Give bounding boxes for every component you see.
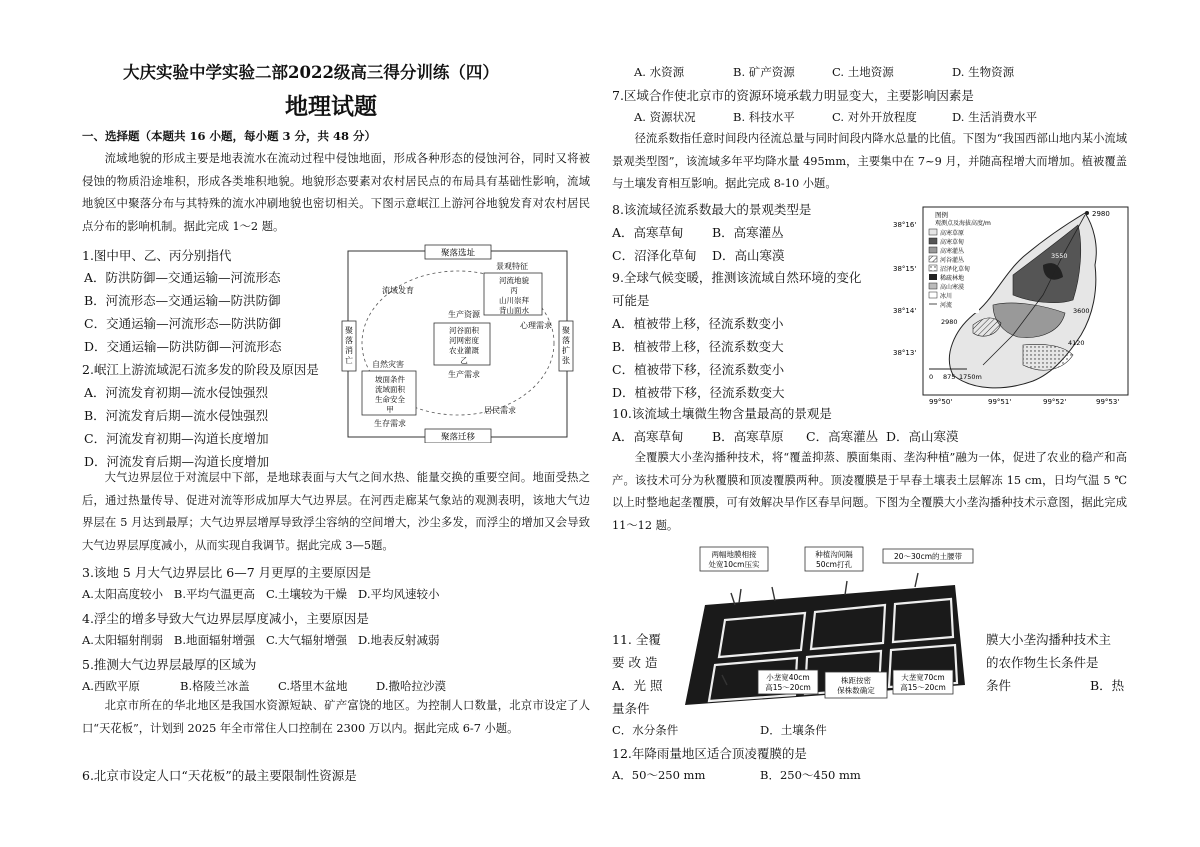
q10-option-d[interactable]: D．高山寒漠 — [886, 429, 959, 444]
disaster-item: 生命安全 — [375, 395, 405, 404]
q1-option-b[interactable]: B．河流形态—交通运输—防洪防御 — [84, 293, 281, 308]
q11-option-b[interactable]: B．热 — [1090, 678, 1125, 693]
q6-option-c[interactable]: C. 土地资源 — [832, 65, 894, 79]
exam-school-title: 大庆实验中学实验二部2022级高三得分训练（四） — [123, 63, 499, 82]
disaster-item: 甲 — [386, 405, 394, 414]
legend-item: 河流 — [940, 302, 953, 309]
diagram-label-top: 聚落选址 — [440, 248, 476, 259]
diagram-label-left: 聚落消亡 — [345, 326, 353, 365]
lon-label: 99°53' — [1096, 398, 1120, 405]
q10-option-a[interactable]: A．高寒草甸 — [612, 429, 684, 444]
q9-option-c[interactable]: C．植被带下移，径流系数变小 — [612, 362, 785, 377]
q5-option-a[interactable]: A.西欧平原 — [82, 679, 140, 693]
q2-option-b[interactable]: B．河流发育后期—流水侵蚀强烈 — [84, 408, 269, 423]
q4-stem: 4.浮尘的增多导致大气边界层厚度减小，主要原因是 — [82, 611, 369, 626]
q2-stem: 2.岷江上游流域泥石流多发的阶段及原因是 — [82, 362, 319, 377]
large-ridge-label: 高15～20cm — [900, 683, 946, 692]
elevation-label: 2980 — [941, 318, 958, 326]
q8-option-b[interactable]: B．高寒灌丛 — [712, 225, 784, 240]
exam-subject-title: 地理试题 — [285, 93, 377, 120]
prod-need-label: 生产需求 — [448, 370, 480, 379]
watershed-landscape-map — [893, 205, 1133, 405]
q5-option-d[interactable]: D.撒哈拉沙漠 — [376, 679, 446, 693]
q11-option-c[interactable]: C．水分条件 — [612, 723, 679, 737]
spacing-label: 株距按密 — [841, 676, 871, 685]
passage-4: 径流系数指任意时间段内径流总量与同时间段内降水总量的比值。下图为“我国西部山地内某小流域景观类型图”，该流域多年平均降水量 495mm，主要集中在 7~9 月，并随高程增大而增加。植被覆盖与土壤发育相互影响。据此完成 8-10 小题。 — [612, 132, 1127, 190]
q8-option-d[interactable]: D．高山寒漠 — [712, 248, 785, 263]
q11-option-b-cont[interactable]: 量条件 — [612, 701, 650, 716]
landscape-item: 山川崇拜 — [499, 296, 529, 305]
q12-option-b[interactable]: B．250～450 mm — [760, 768, 861, 782]
q2-option-c[interactable]: C．河流发育初期—沟道长度增加 — [84, 431, 269, 446]
legend-item: 高寒灌丛 — [940, 248, 965, 255]
q12-stem: 12.年降雨量地区适合顶凌覆膜的是 — [612, 746, 807, 761]
map-legend-title: 图例 — [935, 211, 948, 219]
legend-item: 河谷灌丛 — [940, 257, 965, 264]
map-legend-subtitle: 观测点及海拔高度/m — [935, 220, 991, 227]
q3-options[interactable]: A.太阳高度较小 B.平均气温更高 C.土壤较为干燥 D.平均风速较小 — [82, 587, 440, 601]
q9-option-b[interactable]: B．植被带上移，径流系数变大 — [612, 339, 784, 354]
q1-option-c[interactable]: C．交通运输—河流形态—防洪防御 — [84, 316, 282, 331]
q7-option-a[interactable]: A. 资源状况 — [634, 110, 696, 124]
lon-label: 99°51' — [988, 398, 1012, 405]
lon-label: 99°50' — [929, 398, 953, 405]
legend-item: 高寒草甸 — [940, 239, 965, 246]
legend-item: 高山寒漠 — [940, 284, 965, 291]
legend-item: 稀疏林地 — [940, 275, 965, 282]
scale-label: 875 — [943, 373, 956, 381]
q10-option-c[interactable]: C．高寒灌丛 — [806, 429, 879, 444]
section-heading: 一、选择题（本题共 16 小题，每小题 3 分，共 48 分） — [82, 129, 377, 143]
q11-stem-right: 膜大小垄沟播种技术主 — [986, 632, 1112, 647]
q11-stem-left: 11. 全覆 — [612, 632, 661, 647]
elevation-label: 3550 — [1051, 252, 1068, 260]
q1-option-a[interactable]: A．防洪防御—交通运输—河流形态 — [84, 270, 281, 285]
q11-option-a[interactable]: A．光 照 — [612, 678, 663, 693]
q6-option-b[interactable]: B. 矿产资源 — [733, 65, 795, 79]
q10-option-b[interactable]: B．高寒草原 — [712, 429, 784, 444]
q7-option-d[interactable]: D. 生活消费水平 — [952, 110, 1038, 124]
soil-belt-label: 20～30cm的土腰带 — [893, 552, 963, 561]
q6-option-a[interactable]: A. 水资源 — [634, 65, 685, 79]
landscape-title: 景观特征 — [496, 262, 528, 271]
disaster-title: 自然灾害 — [372, 360, 404, 369]
scale-label: 0 — [929, 373, 934, 381]
film-ridge-furrow-diagram — [665, 545, 980, 717]
q4-options[interactable]: A.太阳辐射削弱 B.地面辐射增强 C.大气辐射增强 D.地表反射减弱 — [82, 633, 440, 647]
psych-need-label: 心理需求 — [520, 321, 552, 330]
q10-stem: 10.该流域土壤微生物含量最高的景观是 — [612, 406, 832, 421]
film-label: 两幅地膜相接 — [711, 550, 757, 559]
q8-option-a[interactable]: A．高寒草甸 — [612, 225, 684, 240]
q2-option-a[interactable]: A．河流发育初期—流水侵蚀强烈 — [84, 385, 269, 400]
q3-stem: 3.该地 5 月大气边界层比 6—7 月更厚的主要原因是 — [82, 565, 372, 580]
q9-option-a[interactable]: A．植被带上移，径流系数变小 — [612, 316, 784, 331]
resident-need-label: 居民需求 — [484, 406, 516, 415]
production-item: 河谷面积 — [449, 326, 479, 335]
q6-stem: 6.北京市设定人口“天花板”的最主要限制性资源是 — [82, 768, 357, 783]
q12-option-a[interactable]: A．50～250 mm — [612, 768, 706, 782]
settlement-mechanism-diagram — [340, 243, 575, 443]
q2-option-d[interactable]: D．河流发育后期—沟道长度增加 — [84, 454, 270, 469]
landscape-item: 河流地貌 — [499, 276, 529, 285]
diagram-label-bottom: 聚落迁移 — [440, 432, 476, 443]
passage-5: 全覆膜大小垄沟播种技术，将“覆盖抑蒸、膜面集雨、垄沟种植”融为一体，促进了农业的稳产和高产。该技术可分为秋覆膜和顶凌覆膜两种。顶凌覆膜是于早春土壤表土层解冻 15 cm，日均气温 5 ℃以上时整地起垄覆膜，可有效解决旱作区春旱问题。下图为全覆膜大小垄沟播种技术示意图，据此完成 11～12 题。 — [612, 451, 1127, 532]
elevation-label: 4120 — [1068, 339, 1085, 347]
q5-option-b[interactable]: B.格陵兰冰盖 — [180, 679, 250, 693]
disaster-item: 坡面条件 — [375, 375, 405, 384]
legend-item: 冰川 — [940, 293, 953, 300]
passage-3: 北京市所在的华北地区是我国水资源短缺、矿产富饶的地区。为控制人口数量，北京市设定了人口“天花板”，计划到 2025 年全市常住人口控制在 2300 万以内。据此完成 6-7 小题。 — [82, 699, 590, 735]
q5-stem: 5.推测大气边界层最厚的区域为 — [82, 657, 257, 672]
q1-option-d[interactable]: D．交通运输—防洪防御—河流形态 — [84, 339, 282, 354]
production-item: 农业灌溉 — [449, 346, 479, 355]
lat-label: 38°14' — [893, 307, 917, 315]
legend-item: 沼泽化草甸 — [940, 266, 971, 273]
q11-stem-left-2: 要 改 造 — [612, 655, 658, 670]
q8-option-c[interactable]: C．沼泽化草甸 — [612, 248, 697, 263]
film-label: 处宽10cm压实 — [708, 560, 760, 569]
q11-option-a-cont[interactable]: 条件 — [986, 678, 1012, 693]
production-item: 乙 — [460, 356, 468, 365]
legend-item: 高寒草原 — [940, 230, 965, 237]
production-item: 河网密度 — [449, 336, 479, 345]
passage-1: 流域地貌的形成主要是地表流水在流动过程中侵蚀地面，形成各种形态的侵蚀河谷，同时又将被侵蚀的物质沿途堆积，形成各类堆积地貌。地貌形态要素对农村居民点的布局具有基础性影响，流域地貌区中聚落分布与其特殊的流水冲刷地貌也密切相关。下图示意岷江上游河谷地貌发育对农村居民点分布的影响机制。据此完成 1～2 题。 — [82, 152, 590, 233]
landscape-item: 背山面水 — [499, 306, 529, 315]
disaster-item: 流域面积 — [375, 385, 405, 394]
spacing-label: 保株数确定 — [837, 686, 875, 695]
scale-label: 1750m — [959, 373, 982, 381]
diagram-label-right: 聚落扩张 — [562, 326, 570, 365]
river-development-label: 流域发育 — [382, 286, 414, 295]
production-title: 生产资源 — [448, 310, 480, 319]
lon-label: 99°52' — [1043, 398, 1067, 405]
lat-label: 38°15' — [893, 265, 917, 273]
furrow-label: 50cm打孔 — [816, 560, 852, 569]
furrow-label: 种植沟间隔 — [815, 550, 853, 559]
elevation-label: 3600 — [1073, 307, 1090, 315]
q5-option-c[interactable]: C.塔里木盆地 — [278, 679, 348, 693]
large-ridge-label: 大垄宽70cm — [901, 673, 945, 682]
elevation-label: 2980 — [1092, 210, 1110, 218]
passage-2: 大气边界层位于对流层中下部，是地球表面与大气之间水热、能量交换的重要空间。地面受热之后，通过热量传导、促进对流等形成加厚大气边界层。在河西走廊某气象站的观测表明，该地大气边界层在 5 月达到最厚；大气边界层增厚导致浮尘容纳的空间增大，沙尘多发，而浮尘的增加又会导致大气边界层厚度减小，从而实现自我调节。据此完成 3—5题。 — [82, 471, 590, 552]
landscape-item: 丙 — [510, 286, 518, 295]
lat-label: 38°13' — [893, 349, 917, 357]
survival-need-label: 生存需求 — [374, 419, 406, 428]
q1-stem: 1.图中甲、乙、丙分别指代 — [82, 248, 232, 263]
q9-option-d[interactable]: D．植被带下移，径流系数变大 — [612, 385, 785, 400]
lat-label: 38°16' — [893, 221, 917, 229]
q7-option-c[interactable]: C. 对外开放程度 — [832, 110, 917, 124]
small-ridge-label: 小垄宽40cm — [766, 673, 810, 682]
q9-stem-cont: 可能是 — [612, 293, 650, 308]
q9-stem: 9.全球气候变暖，推测该流域自然环境的变化 — [612, 270, 862, 285]
q8-stem: 8.该流域径流系数最大的景观类型是 — [612, 202, 812, 217]
q6-option-d[interactable]: D. 生物资源 — [952, 65, 1015, 79]
q7-stem: 7.区域合作使北京市的资源环境承载力明显变大，主要影响因素是 — [612, 88, 974, 103]
q7-option-b[interactable]: B. 科技水平 — [733, 110, 795, 124]
small-ridge-label: 高15～20cm — [765, 683, 811, 692]
q11-stem-right-2: 的农作物生长条件是 — [986, 655, 1099, 670]
q11-option-d[interactable]: D．土壤条件 — [760, 723, 827, 737]
